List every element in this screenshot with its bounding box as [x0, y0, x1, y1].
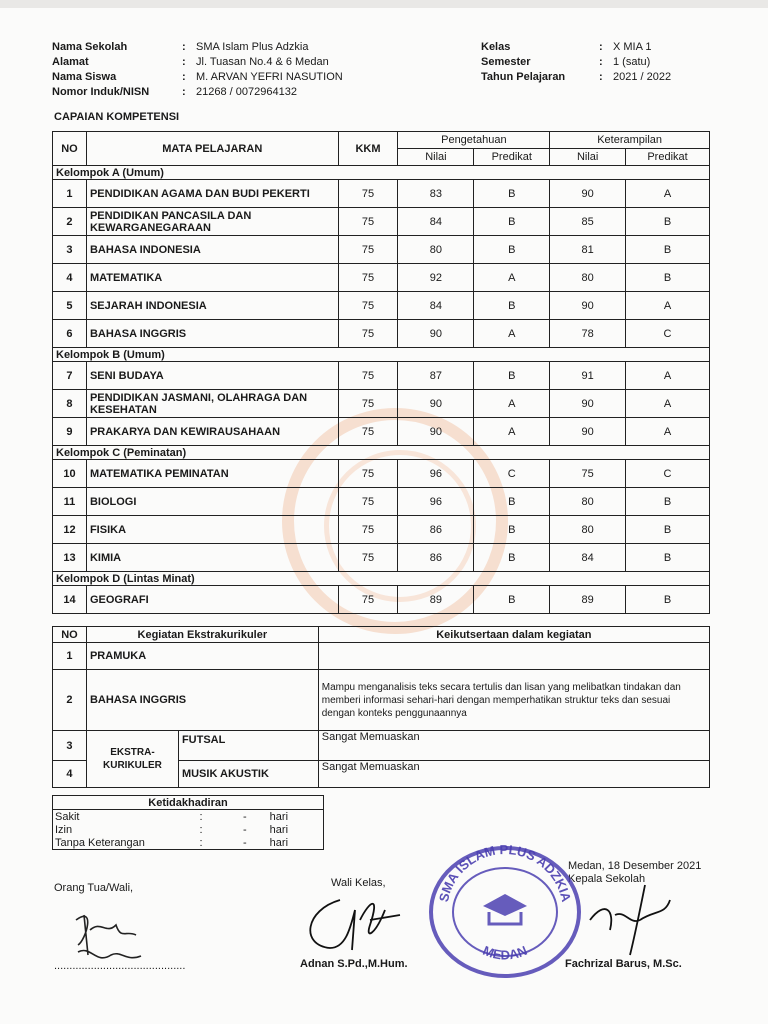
row-subject: PRAKARYA DAN KEWIRAUSAHAAN	[86, 418, 338, 446]
eks-row-activity: FUTSAL	[178, 731, 318, 761]
header-kkm: KKM	[338, 132, 398, 166]
row-knowledge-score: 87	[398, 362, 474, 390]
row-knowledge-score: 86	[398, 544, 474, 572]
eks-row-activity: MUSIK AKUSTIK	[178, 761, 318, 788]
row-subject: MATEMATIKA	[86, 264, 338, 292]
row-knowledge-predicate: B	[474, 208, 550, 236]
row-no: 12	[53, 516, 87, 544]
group-row	[53, 166, 710, 180]
student-id-label: Nomor Induk/NISN	[52, 86, 150, 98]
attendance-unit: hari	[268, 823, 324, 836]
row-knowledge-predicate: A	[474, 390, 550, 418]
svg-text:MEDAN	[481, 943, 530, 963]
attendance-value: -	[242, 810, 247, 823]
section-title: CAPAIAN KOMPETENSI	[54, 111, 180, 123]
group-row	[53, 348, 710, 362]
row-no: 2	[53, 208, 87, 236]
eks-row-no: 3	[53, 731, 87, 761]
eks-header-participation: Keikutsertaan dalam kegiatan	[318, 627, 709, 643]
table-row	[53, 292, 710, 320]
row-knowledge-predicate: B	[474, 488, 550, 516]
row-subject: BIOLOGI	[86, 488, 338, 516]
row-skills-predicate: B	[626, 208, 710, 236]
row-kkm: 75	[338, 292, 398, 320]
row-kkm: 75	[338, 544, 398, 572]
row-no: 4	[53, 264, 87, 292]
row-knowledge-score: 83	[398, 180, 474, 208]
header-skills: Keterampilan	[550, 132, 710, 149]
attendance-label: Sakit	[53, 810, 181, 824]
eks-row-activity: BAHASA INGGRIS	[86, 670, 318, 731]
table-row	[53, 460, 710, 488]
row-skills-predicate: B	[626, 264, 710, 292]
row-knowledge-predicate: B	[474, 544, 550, 572]
row-knowledge-predicate: B	[474, 236, 550, 264]
row-knowledge-predicate: A	[474, 418, 550, 446]
row-skills-score: 91	[550, 362, 626, 390]
row-skills-score: 80	[550, 264, 626, 292]
attendance-unit: hari	[268, 810, 324, 824]
eks-row-activity: PRAMUKA	[86, 643, 318, 670]
row-skills-score: 90	[550, 390, 626, 418]
eks-header-activity: Kegiatan Ekstrakurikuler	[86, 627, 318, 643]
eks-row-no: 2	[53, 670, 87, 731]
row-knowledge-score: 84	[398, 208, 474, 236]
attendance-title: Ketidakhadiran	[53, 796, 324, 810]
eks-row-participation: Sangat Memuaskan	[318, 731, 709, 761]
student-name-label: Nama Siswa	[52, 71, 117, 83]
row-knowledge-score: 84	[398, 292, 474, 320]
row-skills-score: 80	[550, 516, 626, 544]
table-row	[53, 362, 710, 390]
attendance-table	[52, 795, 324, 850]
student-id-value: 21268 / 0072964132	[196, 86, 297, 98]
row-knowledge-predicate: A	[474, 264, 550, 292]
table-row	[53, 516, 710, 544]
row-no: 7	[53, 362, 87, 390]
eks-row-participation: Sangat Memuaskan	[318, 761, 709, 788]
row-no: 5	[53, 292, 87, 320]
row-skills-score: 80	[550, 488, 626, 516]
row-skills-predicate: B	[626, 488, 710, 516]
row-no: 3	[53, 236, 87, 264]
header-knowledge-score: Nilai	[398, 149, 474, 166]
row-no: 11	[53, 488, 87, 516]
row-kkm: 75	[338, 390, 398, 418]
row-no: 1	[53, 180, 87, 208]
parent-label: Orang Tua/Wali,	[54, 882, 134, 894]
stamp-text-bottom: MEDAN	[480, 942, 530, 963]
principal-name: Fachrizal Barus, M.Sc.	[565, 958, 682, 970]
row-skills-score: 85	[550, 208, 626, 236]
table-row	[53, 544, 710, 572]
row-skills-score: 81	[550, 236, 626, 264]
table-row	[53, 390, 710, 418]
class-value: X MIA 1	[613, 41, 652, 53]
school-name-label: Nama Sekolah	[52, 41, 128, 53]
school-stamp	[425, 840, 585, 980]
attendance-colon: :	[180, 836, 222, 850]
row-knowledge-score: 92	[398, 264, 474, 292]
student-name-value: M. ARVAN YEFRI NASUTION	[196, 71, 343, 83]
row-knowledge-predicate: C	[474, 460, 550, 488]
parent-name-line: ...........................................	[54, 960, 186, 972]
address-value: Jl. Tuasan No.4 & 6 Medan	[196, 56, 329, 68]
table-row	[53, 236, 710, 264]
row-knowledge-score: 90	[398, 390, 474, 418]
row-skills-predicate: A	[626, 180, 710, 208]
row-subject: PENDIDIKAN AGAMA DAN BUDI PEKERTI	[86, 180, 338, 208]
row-subject: PENDIDIKAN JASMANI, OLAHRAGA DAN KESEHATAN	[86, 390, 338, 418]
row-skills-score: 90	[550, 292, 626, 320]
row-skills-score: 75	[550, 460, 626, 488]
group-row	[53, 572, 710, 586]
attendance-value: -	[222, 836, 268, 850]
principal-signature	[585, 880, 675, 960]
row-knowledge-predicate: B	[474, 292, 550, 320]
row-subject: KIMIA	[86, 544, 338, 572]
class-info: Kelas : X MIA 1 Semester : 1 (satu) Tahun Pelajaran : 2021 / 2022	[481, 41, 672, 83]
row-kkm: 75	[338, 516, 398, 544]
attendance-value: -	[242, 823, 247, 836]
eks-row-no: 4	[53, 761, 87, 788]
class-label: Kelas	[481, 41, 511, 53]
school-name-value: SMA Islam Plus Adzkia	[196, 41, 309, 53]
row-skills-predicate: C	[626, 320, 710, 348]
row-kkm: 75	[338, 208, 398, 236]
eks-header-no: NO	[53, 627, 87, 643]
row-kkm: 75	[338, 180, 398, 208]
grades-table	[52, 131, 710, 614]
row-knowledge-predicate: B	[474, 516, 550, 544]
row-subject: BAHASA INGGRIS	[86, 320, 338, 348]
header-skills-score: Nilai	[550, 149, 626, 166]
row-no: 9	[53, 418, 87, 446]
table-row	[53, 320, 710, 348]
row-kkm: 75	[338, 488, 398, 516]
row-skills-score: 84	[550, 544, 626, 572]
attendance-unit: hari	[268, 836, 324, 850]
row-skills-predicate: A	[626, 362, 710, 390]
row-kkm: 75	[338, 460, 398, 488]
row-no: 10	[53, 460, 87, 488]
row-kkm: 75	[338, 362, 398, 390]
row-skills-predicate: B	[626, 236, 710, 264]
row-no: 6	[53, 320, 87, 348]
semester-value: 1 (satu)	[613, 56, 651, 68]
row-subject: GEOGRAFI	[86, 586, 338, 614]
row-skills-score: 90	[550, 418, 626, 446]
row-no: 14	[53, 586, 87, 614]
row-subject: SENI BUDAYA	[86, 362, 338, 390]
group-row	[53, 446, 710, 460]
row-skills-predicate: B	[626, 544, 710, 572]
row-subject: FISIKA	[86, 516, 338, 544]
row-knowledge-predicate: B	[474, 362, 550, 390]
attendance-colon: :	[199, 810, 203, 823]
place-date: Medan, 18 Desember 2021	[568, 860, 702, 872]
row-skills-predicate: A	[626, 292, 710, 320]
row-subject: SEJARAH INDONESIA	[86, 292, 338, 320]
row-knowledge-score: 80	[398, 236, 474, 264]
row-no: 8	[53, 390, 87, 418]
group-label: Kelompok A (Umum)	[53, 166, 710, 180]
group-label: Kelompok B (Umum)	[53, 348, 710, 362]
row-kkm: 75	[338, 236, 398, 264]
top-edge	[0, 0, 768, 8]
header-subject: MATA PELAJARAN	[86, 132, 338, 166]
principal-label: Kepala Sekolah	[568, 873, 646, 885]
teacher-name: Adnan S.Pd.,M.Hum.	[300, 958, 408, 970]
row-knowledge-predicate: A	[474, 320, 550, 348]
row-knowledge-score: 89	[398, 586, 474, 614]
eks-group-label: EKSTRA-KURIKULER	[86, 731, 178, 788]
row-skills-predicate: C	[626, 460, 710, 488]
table-row	[53, 208, 710, 236]
row-knowledge-score: 96	[398, 488, 474, 516]
attendance-label: Izin	[53, 823, 181, 836]
student-info: Nama Sekolah : SMA Islam Plus Adzkia Alamat : Jl. Tuasan No.4 & 6 Medan Nama Siswa : M. ARVAN YEFRI NASUTION Nomor Induk/NISN : 21268 / 0072964132	[52, 41, 343, 98]
teacher-signature	[300, 890, 410, 960]
table-row	[53, 264, 710, 292]
eks-row-participation: Mampu menganalisis teks secara tertulis dan lisan yang melibatkan tindakan dan memberi informasi sehari-hari dengan memperhatikan struktur teks dan sesuai dengan konteks penggunaannya	[318, 670, 709, 731]
header-skills-predicate: Predikat	[626, 149, 710, 166]
row-knowledge-score: 90	[398, 418, 474, 446]
row-skills-predicate: A	[626, 418, 710, 446]
semester-label: Semester	[481, 56, 531, 68]
table-row	[53, 488, 710, 516]
school-year-value: 2021 / 2022	[613, 71, 672, 83]
row-knowledge-score: 96	[398, 460, 474, 488]
row-subject: BAHASA INDONESIA	[86, 236, 338, 264]
row-knowledge-score: 86	[398, 516, 474, 544]
row-kkm: 75	[338, 418, 398, 446]
attendance-label: Tanpa Keterangan	[53, 836, 181, 850]
group-label: Kelompok D (Lintas Minat)	[53, 572, 710, 586]
header-knowledge: Pengetahuan	[398, 132, 550, 149]
row-kkm: 75	[338, 320, 398, 348]
row-subject: PENDIDIKAN PANCASILA DAN KEWARGANEGARAAN	[86, 208, 338, 236]
row-skills-score: 90	[550, 180, 626, 208]
stamp-text-top: SMA ISLAM PLUS ADZKIA	[435, 841, 575, 904]
row-skills-score: 89	[550, 586, 626, 614]
row-kkm: 75	[338, 264, 398, 292]
header-no: NO	[53, 132, 87, 166]
eks-row-participation	[318, 643, 709, 670]
group-label: Kelompok C (Peminatan)	[53, 446, 710, 460]
eks-row-no: 1	[53, 643, 87, 670]
row-knowledge-score: 90	[398, 320, 474, 348]
row-skills-score: 78	[550, 320, 626, 348]
row-no: 13	[53, 544, 87, 572]
teacher-label: Wali Kelas,	[331, 877, 386, 889]
header-knowledge-predicate: Predikat	[474, 149, 550, 166]
row-knowledge-predicate: B	[474, 586, 550, 614]
attendance-colon: :	[199, 823, 203, 836]
row-skills-predicate: B	[626, 516, 710, 544]
row-knowledge-predicate: B	[474, 180, 550, 208]
address-label: Alamat	[52, 56, 89, 68]
row-skills-predicate: A	[626, 390, 710, 418]
table-row	[53, 180, 710, 208]
row-skills-predicate: B	[626, 586, 710, 614]
row-kkm: 75	[338, 586, 398, 614]
extracurricular-table	[52, 626, 710, 788]
school-year-label: Tahun Pelajaran	[481, 71, 566, 83]
table-row	[53, 418, 710, 446]
row-subject: MATEMATIKA PEMINATAN	[86, 460, 338, 488]
table-row	[53, 586, 710, 614]
